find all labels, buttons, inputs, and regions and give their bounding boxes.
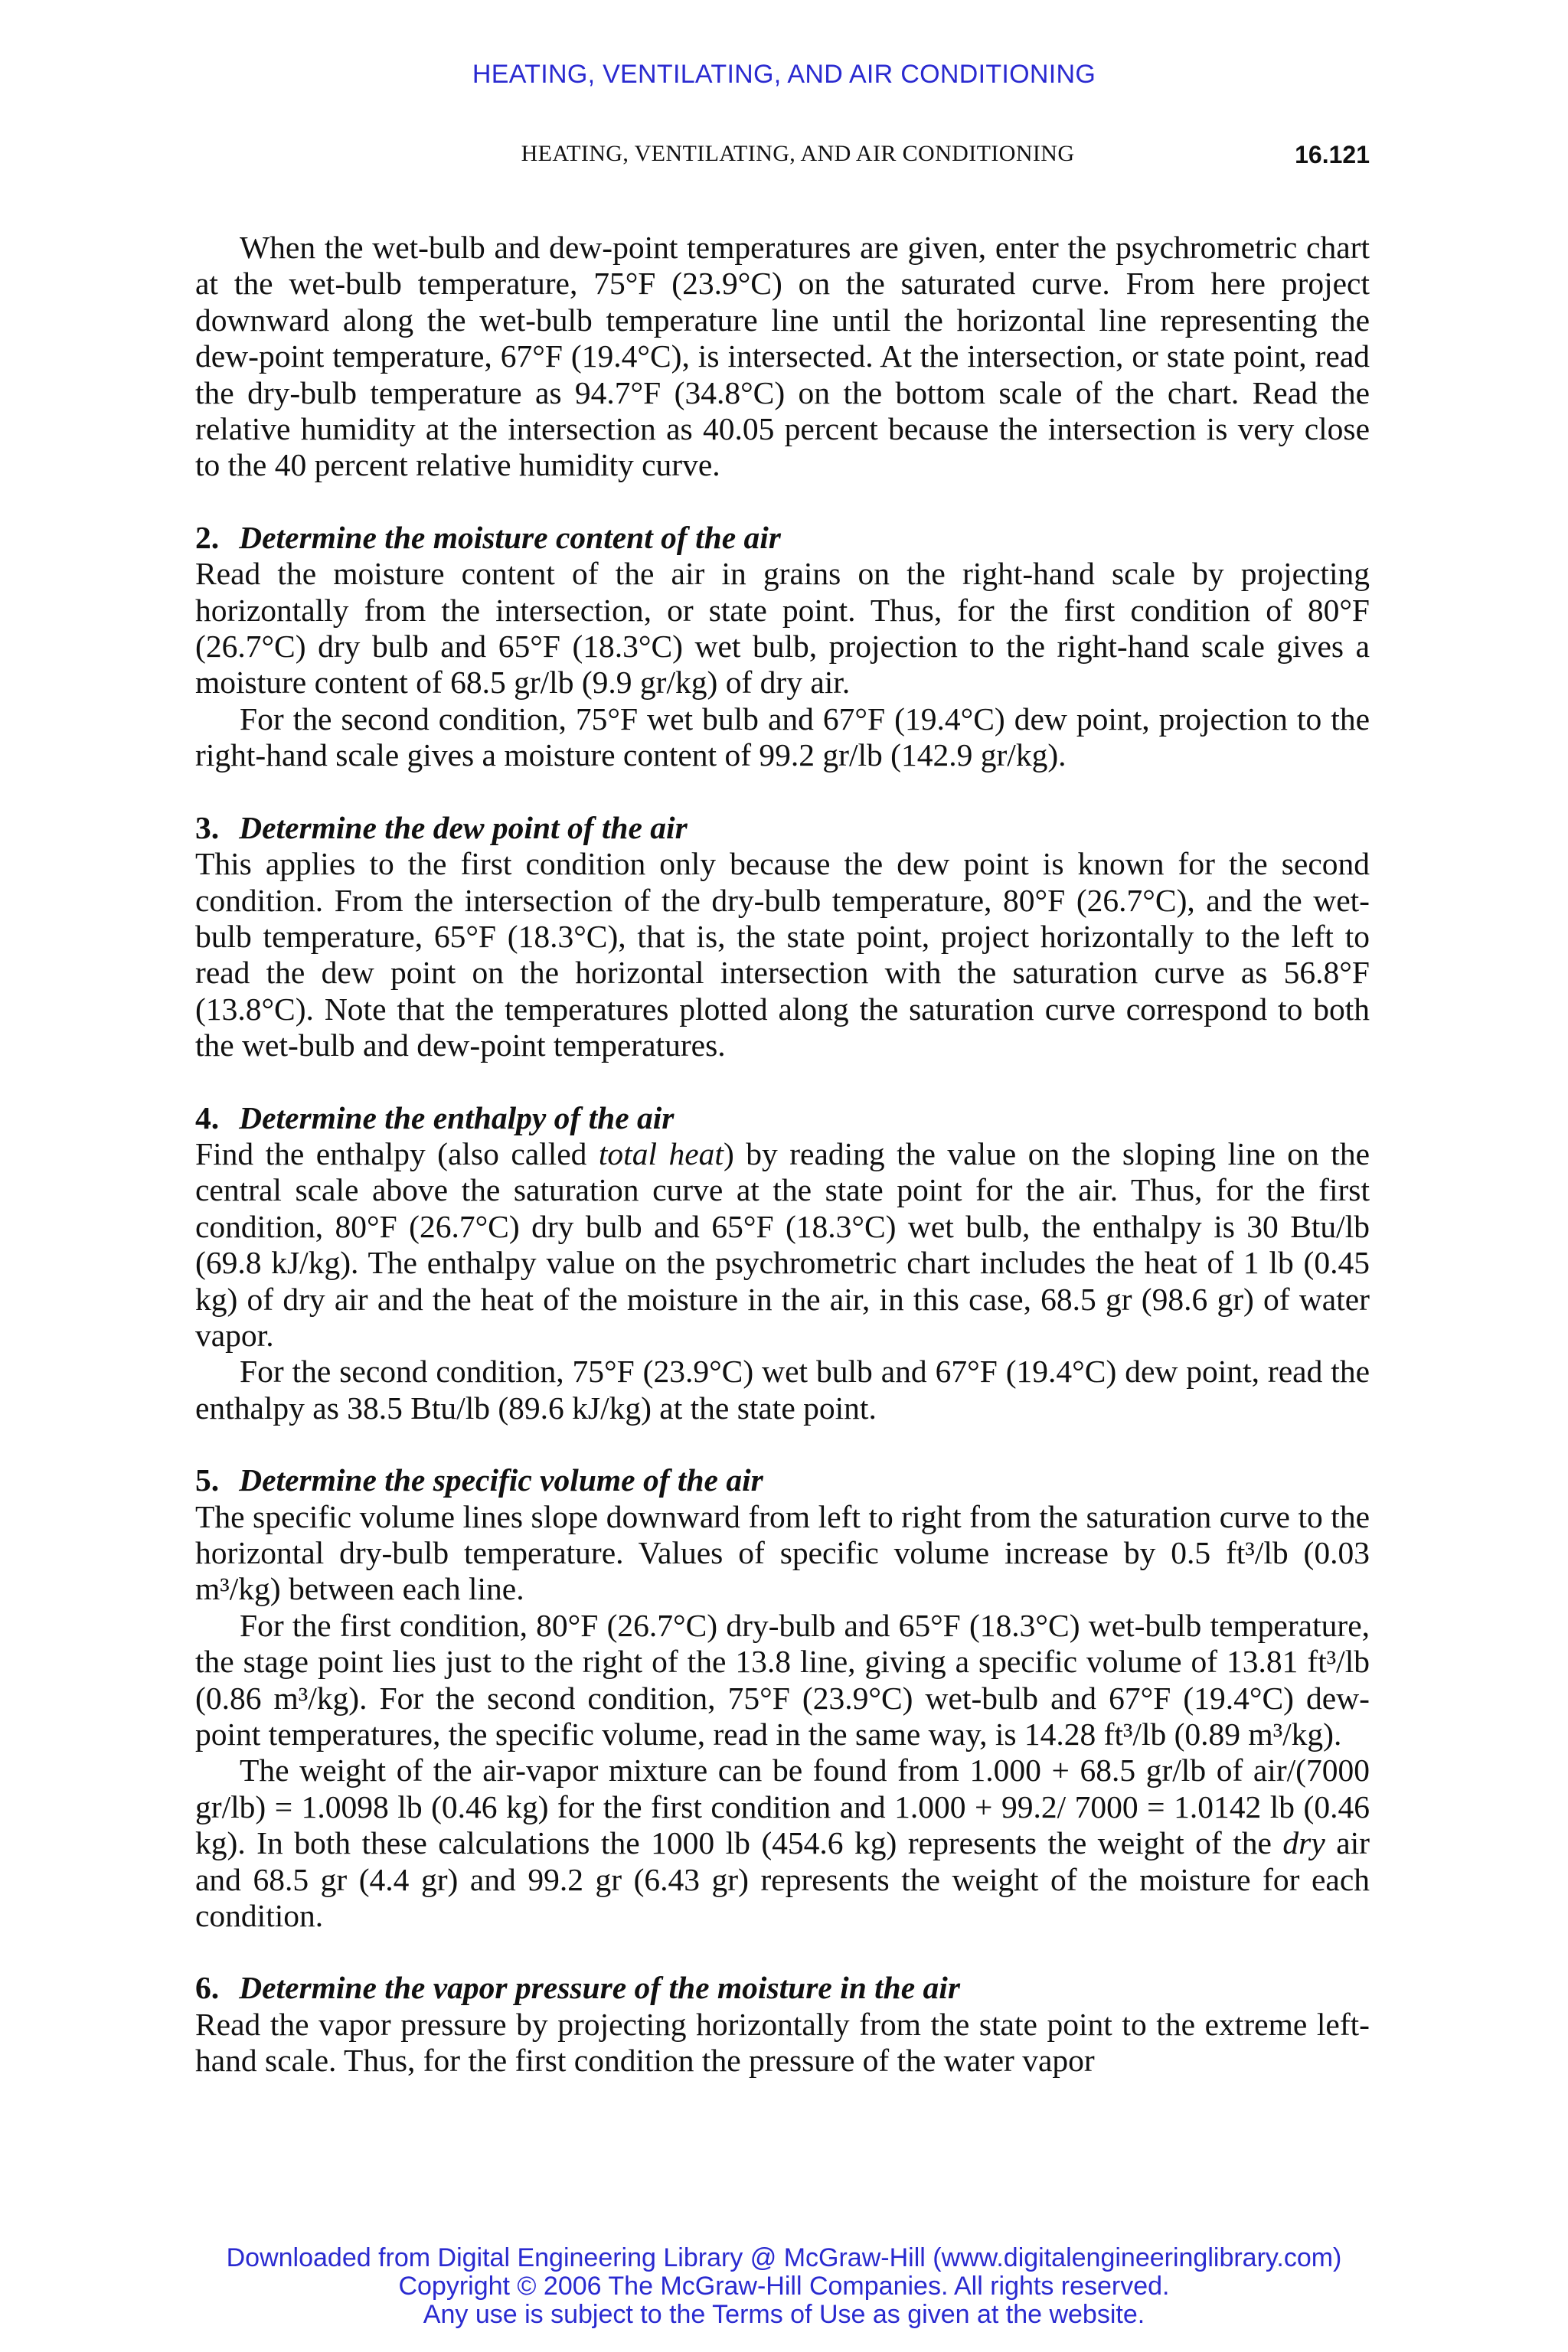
section-vapor-pressure — [195, 1970, 1370, 2079]
section-title: Determine the moisture content of the air — [239, 519, 781, 555]
section-paragraph: For the first condition, 80°F (26.7°C) dry-bulb and 65°F (18.3°C) wet-bulb temperature, the stage point lies just to the right of the 13.8 line, giving a specific volume of 13.81 ft³/lb (0.86 m³/kg). For the second condition, 75°F (23.9°C) wet-bulb and 67°F (19.4°C) dew-point temperatures, the specific volume, read in the same way, is 14.28 ft³/lb (0.89 m³/kg). — [195, 1607, 1370, 1753]
section-title: Determine the enthalpy of the air — [239, 1099, 675, 1135]
section-title: Determine the specific volume of the air — [239, 1462, 763, 1498]
section-number: 6. — [195, 1970, 220, 2006]
section-paragraph — [195, 1136, 1370, 1354]
section-title: Determine the dew point of the air — [239, 809, 688, 845]
section-paragraph: Read the vapor pressure by projecting horizontally from the state point to the extreme left-hand scale. Thus, for the first condition the pressure of the water vapor — [195, 2006, 1370, 2079]
intro-paragraph: When the wet-bulb and dew-point temperatures are given, enter the psychrometric chart at the wet-bulb temperature, 75°F (23.9°C) on the saturated curve. From here project downward along the wet-bulb temperature line until the horizontal line representing the dew-point temperature, 67°F (19.4°C), is intersected. At the intersection, or state point, read the dry-bulb temperature as 94.7°F (34.8°C) on the bottom scale of the chart. Read the relative humidity at the intersection as 40.05 percent because the intersection is very close to the 40 percent relative humidity curve. — [195, 230, 1370, 483]
section-heading — [195, 1100, 1370, 1136]
section-heading — [195, 1462, 1370, 1498]
section-number: 2. — [195, 519, 220, 555]
text-run: air and 68.5 gr (4.4 gr) and 99.2 gr (6.43 gr) represents the weight of the moisture for each condition. — [195, 1825, 1370, 1934]
running-head — [195, 141, 1370, 175]
body-text — [195, 230, 1370, 2079]
section-paragraph — [195, 1753, 1370, 1934]
section-specific-volume — [195, 1462, 1370, 1934]
footer-download-line: Downloaded from Digital Engineering Library @ McGraw-Hill (www.digitalengineeringlibrary.com) — [226, 2243, 1342, 2272]
section-paragraph: The specific volume lines slope downward from left to right from the saturation curve to the horizontal dry-bulb temperature. Values of specific volume increase by 0.5 ft³/lb (0.03 m³/kg) between each line. — [195, 1498, 1370, 1607]
footer-copyright-line: Copyright © 2006 The McGraw-Hill Companies. All rights reserved. — [398, 2272, 1170, 2301]
section-moisture-content — [195, 520, 1370, 774]
section-dew-point — [195, 810, 1370, 1064]
section-number: 4. — [195, 1099, 220, 1135]
section-enthalpy — [195, 1100, 1370, 1427]
section-paragraph: This applies to the first condition only because the dew point is known for the second condition. From the intersection of the dry-bulb temperature, 80°F (26.7°C), and the wet-bulb temperature, 65°F (18.3°C), that is, the state point, project horizontally to the left to read the dew point on the horizontal intersection with the saturation curve as 56.8°F (13.8°C). Note that the temperatures plotted along the saturation curve correspond to both the wet-bulb and dew-point temperatures. — [195, 846, 1370, 1063]
banner-title: HEATING, VENTILATING, AND AIR CONDITIONING — [472, 60, 1096, 89]
text-run: The weight of the air-vapor mixture can be found from 1.000 + 68.5 gr/lb of air/(7000 gr/lb) = 1.0098 lb (0.46 kg) for the first condition and 1.000 + 99.2/ 7000 = 1.0142 lb (0.46 kg). In both these calculations the 1000 lb (454.6 kg) represents the weight of the — [195, 1753, 1370, 1861]
footer — [0, 2244, 1568, 2329]
text-run: ) by reading the value on the sloping line on the central scale above the saturation curve at the state point for the air. Thus, for the first condition, 80°F (26.7°C) dry bulb and 65°F (18.3°C) wet bulb, the enthalpy is 30 Btu/lb (69.8 kJ/kg). The enthalpy value on the psychrometric chart includes the heat of 1 lb (0.45 kg) of dry air and the heat of the moisture in the air, in this case, 68.5 gr (98.6 gr) of water vapor. — [195, 1135, 1370, 1353]
section-paragraph: For the second condition, 75°F wet bulb and 67°F (19.4°C) dew point, projection to the right-hand scale gives a moisture content of 99.2 gr/lb (142.9 gr/kg). — [195, 701, 1370, 773]
emphasis-text: total heat — [598, 1135, 724, 1171]
section-number: 3. — [195, 809, 220, 845]
emphasis-text: dry — [1282, 1825, 1325, 1861]
page-number: 16.121 — [1295, 141, 1370, 168]
section-heading — [195, 520, 1370, 556]
section-paragraph: Read the moisture content of the air in grains on the right-hand scale by projecting horizontally from the intersection, or state point. Thus, for the first condition of 80°F (26.7°C) dry bulb and 65°F (18.3°C) wet bulb, projection to the right-hand scale gives a moisture content of 68.5 gr/lb (9.9 gr/kg) of dry air. — [195, 556, 1370, 701]
footer-terms-line: Any use is subject to the Terms of Use as given at the website. — [423, 2300, 1145, 2329]
section-title: Determine the vapor pressure of the moisture in the air — [239, 1970, 960, 2006]
section-paragraph: For the second condition, 75°F (23.9°C) wet bulb and 67°F (19.4°C) dew point, read the enthalpy as 38.5 Btu/lb (89.6 kJ/kg) at the state point. — [195, 1354, 1370, 1426]
section-number: 5. — [195, 1462, 220, 1498]
text-run: Find the enthalpy (also called — [195, 1135, 599, 1171]
section-heading — [195, 810, 1370, 846]
running-head-title: HEATING, VENTILATING, AND AIR CONDITIONING — [521, 141, 1075, 166]
section-heading — [195, 1970, 1370, 2006]
